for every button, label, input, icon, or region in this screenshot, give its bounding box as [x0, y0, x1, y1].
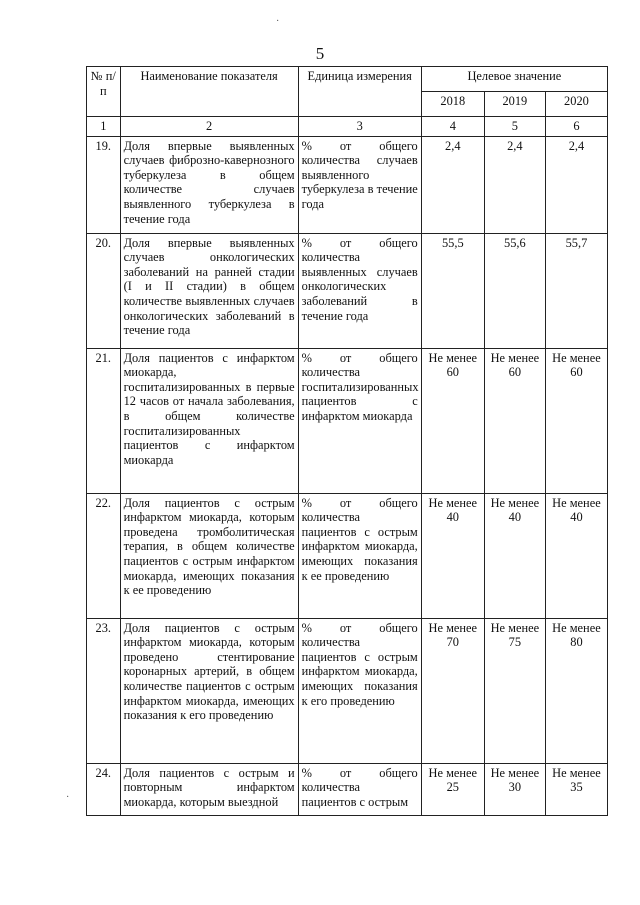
row-value-2020: Не менее 60 [545, 348, 607, 493]
row-value-2019: Не менее 40 [484, 493, 545, 618]
header-year-2020: 2020 [545, 92, 607, 117]
page-number: 5 [315, 44, 325, 63]
row-indicator-name: Доля впервые выявленных случаев фиброзно-кавернозного туберкулеза в общем количестве случаев выявленного туберкулеза в течение года [120, 136, 298, 233]
header-year-2019: 2019 [484, 92, 545, 117]
row-unit: % от общего количества случаев выявленного туберкулеза в течение года [298, 136, 421, 233]
header-unit: Единица измерения [298, 67, 421, 117]
table-header-row [87, 67, 608, 92]
row-unit: % от общего количества пациентов с острым инфарктом миокарда, имеющих показания к его проведению [298, 618, 421, 763]
table-row [87, 618, 608, 763]
header-year-2018: 2018 [421, 92, 484, 117]
table-index-row [87, 117, 608, 137]
row-unit: % от общего количества пациентов с острым [298, 763, 421, 815]
table-row [87, 136, 608, 233]
index-cell: 5 [484, 117, 545, 137]
row-value-2020: Не менее 80 [545, 618, 607, 763]
table-row [87, 233, 608, 348]
row-value-2020: Не менее 40 [545, 493, 607, 618]
row-value-2018: 55,5 [421, 233, 484, 348]
row-unit: % от общего количества выявленных случаев онкологических заболеваний в течение года [298, 233, 421, 348]
row-value-2018: Не менее 40 [421, 493, 484, 618]
index-cell: 1 [87, 117, 121, 137]
index-cell: 4 [421, 117, 484, 137]
row-value-2018: Не менее 60 [421, 348, 484, 493]
table-row [87, 493, 608, 618]
scan-speck: · [66, 792, 70, 803]
indicators-table [86, 66, 608, 816]
row-number: 19. [87, 136, 121, 233]
row-value-2018: 2,4 [421, 136, 484, 233]
row-indicator-name: Доля впервые выявленных случаев онкологических заболеваний на ранней стадии (I и II стадии) в общем количестве выявленных случаев онкологических заболеваний в течение года [120, 233, 298, 348]
row-value-2019: Не менее 60 [484, 348, 545, 493]
row-unit: % от общего количества пациентов с острым инфарктом миокарда, имеющих показания к ее проведению [298, 493, 421, 618]
header-target: Целевое значение [421, 67, 607, 92]
row-value-2019: Не менее 30 [484, 763, 545, 815]
row-number: 24. [87, 763, 121, 815]
index-cell: 6 [545, 117, 607, 137]
scan-speck: · [276, 16, 280, 27]
row-number: 21. [87, 348, 121, 493]
index-cell: 3 [298, 117, 421, 137]
index-cell: 2 [120, 117, 298, 137]
header-name: Наименование показателя [120, 67, 298, 117]
row-indicator-name: Доля пациентов с острым и повторным инфарктом миокарда, которым выездной [120, 763, 298, 815]
table-row [87, 763, 608, 815]
row-number: 20. [87, 233, 121, 348]
row-value-2019: 55,6 [484, 233, 545, 348]
row-value-2018: Не менее 70 [421, 618, 484, 763]
row-indicator-name: Доля пациентов с острым инфарктом миокарда, которым проведено стентирование коронарных артерий, в общем количестве пациентов с острым инфарктом миокарда, имеющих показания к его проведению [120, 618, 298, 763]
row-value-2019: Не менее 75 [484, 618, 545, 763]
table-row [87, 348, 608, 493]
row-value-2018: Не менее 25 [421, 763, 484, 815]
row-value-2019: 2,4 [484, 136, 545, 233]
header-num: № п/п [87, 67, 121, 117]
row-value-2020: 55,7 [545, 233, 607, 348]
row-value-2020: 2,4 [545, 136, 607, 233]
row-number: 22. [87, 493, 121, 618]
row-unit: % от общего количества госпитализированных пациентов с инфарктом миокарда [298, 348, 421, 493]
row-number: 23. [87, 618, 121, 763]
row-value-2020: Не менее 35 [545, 763, 607, 815]
row-indicator-name: Доля пациентов с острым инфарктом миокарда, которым проведена тромболитическая терапия, в общем количестве пациентов с острым инфарктом миокарда, имеющих показания к ее проведению [120, 493, 298, 618]
row-indicator-name: Доля пациентов с инфарктом миокарда, госпитализированных в первые 12 часов от начала заболевания, в общем количестве госпитализированных пациентов с инфарктом миокарда [120, 348, 298, 493]
